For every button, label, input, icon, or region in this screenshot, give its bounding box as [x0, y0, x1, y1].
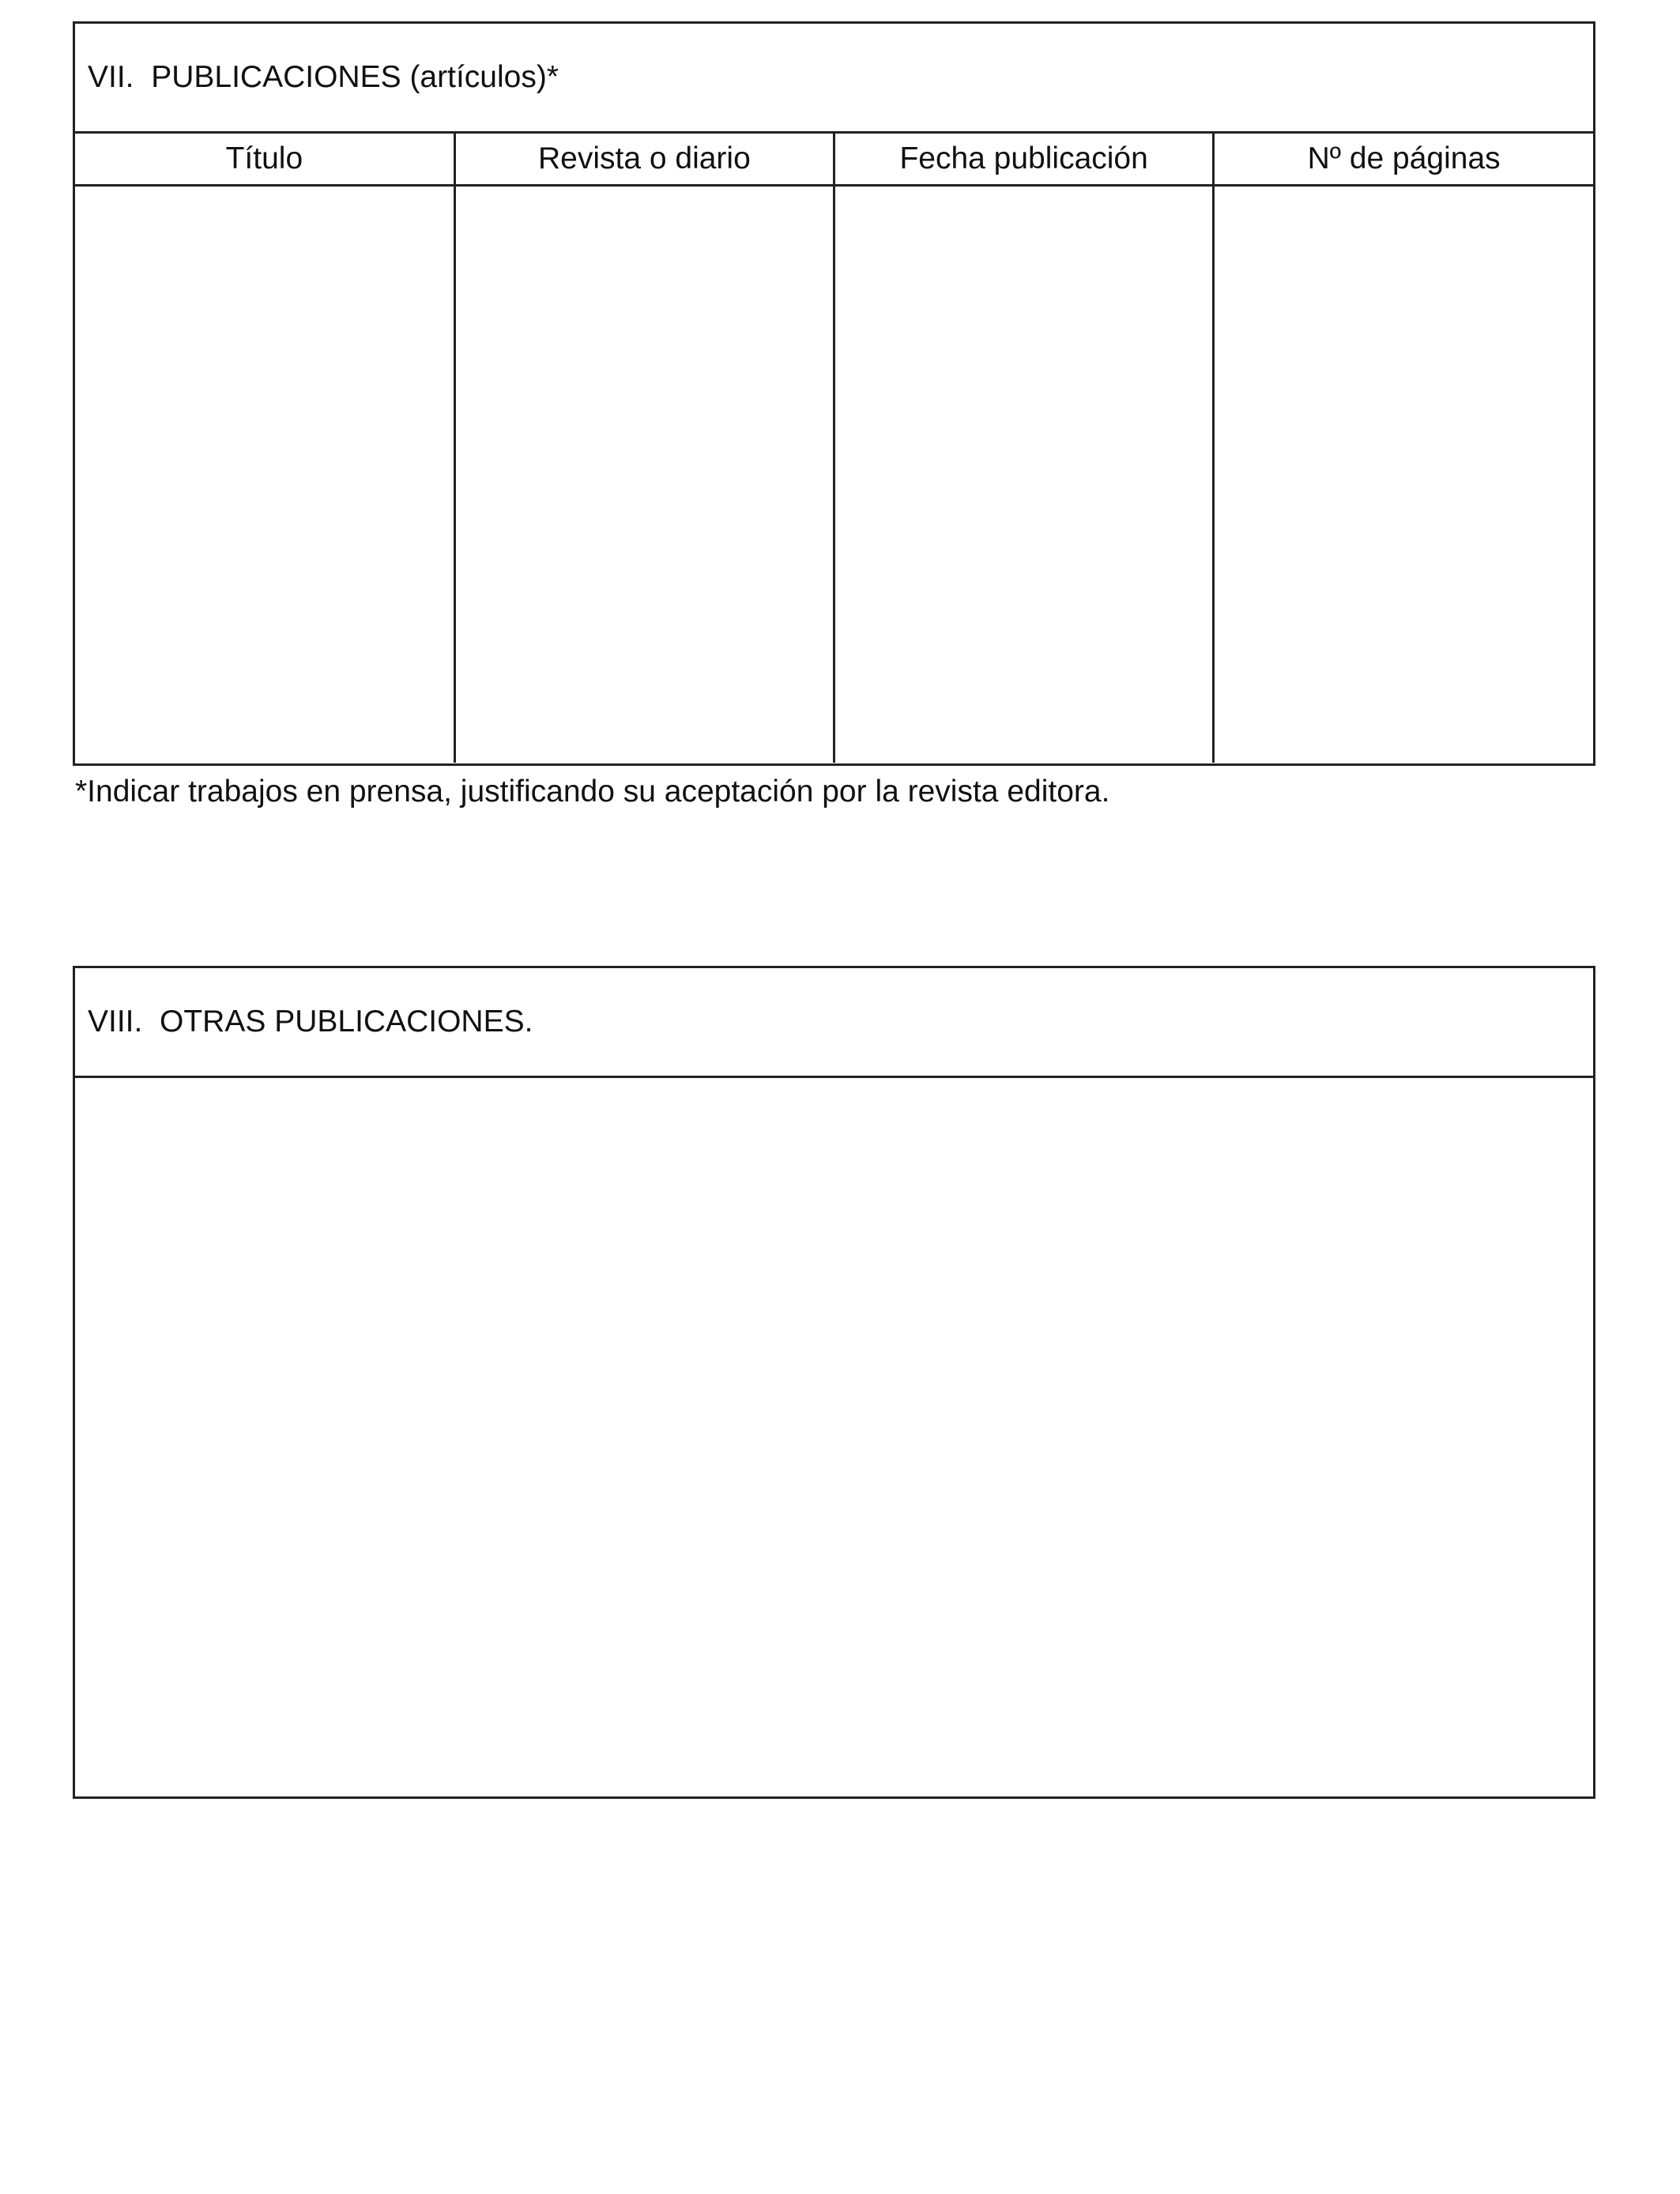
footnote: *Indicar trabajos en prensa, justificando su aceptación por la revista editora.	[75, 775, 1110, 809]
section-vii-publications	[73, 21, 1595, 766]
section-vii-title: VII. PUBLICACIONES (artículos)*	[75, 24, 1593, 134]
column-header-fecha: Fecha publicación	[834, 134, 1214, 186]
section-viii-other-publications	[73, 966, 1595, 1799]
column-header-paginas: Nº de páginas	[1214, 134, 1593, 186]
column-header-revista: Revista o diario	[454, 134, 834, 186]
other-publications-field[interactable]	[75, 1078, 1593, 1796]
table-row	[75, 186, 1593, 763]
fecha-field[interactable]	[834, 186, 1214, 763]
table-header-row	[75, 134, 1593, 186]
publications-table	[75, 134, 1593, 763]
paginas-field[interactable]	[1214, 186, 1593, 763]
column-header-titulo: Título	[75, 134, 454, 186]
revista-field[interactable]	[454, 186, 834, 763]
titulo-field[interactable]	[75, 186, 454, 763]
section-viii-title: VIII. OTRAS PUBLICACIONES.	[75, 968, 1593, 1078]
